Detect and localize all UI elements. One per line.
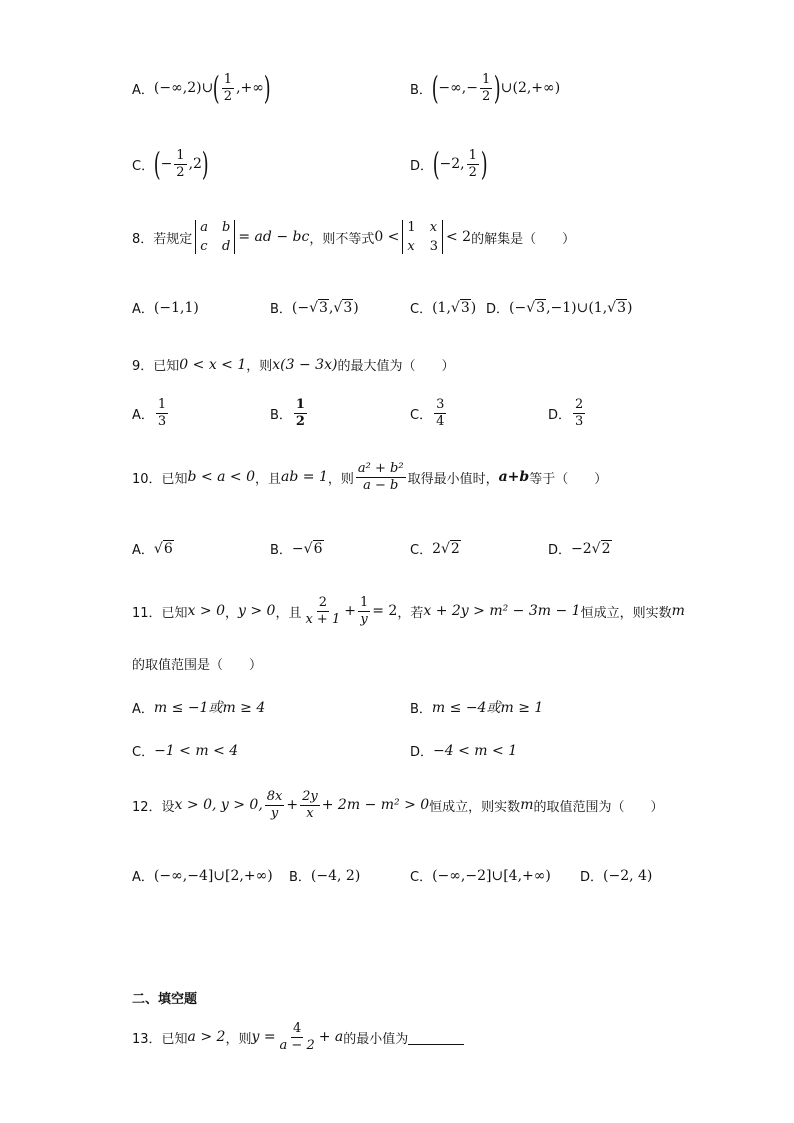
section-heading: 二、填空题: [132, 992, 198, 1007]
fraction: $\frac{1}{2}$: [481, 71, 491, 104]
sqrt: √2: [591, 540, 611, 557]
paren-left: (: [213, 69, 220, 107]
q11-stem-line2: 的取值范围是（ ）: [132, 658, 263, 673]
paren-right: ): [494, 69, 501, 107]
q12-option-c: C． (−∞,−2]∪[4,+∞): [410, 867, 551, 885]
answer-blank[interactable]: [408, 1030, 464, 1045]
fraction: $\frac{1}{2}$: [223, 71, 233, 104]
option-label: C．: [132, 158, 155, 174]
q11-option-d: D． −4 < m < 1: [410, 742, 518, 760]
sqrt: √3: [607, 299, 627, 316]
fraction: $\frac{1}{y}$: [359, 595, 369, 627]
q8-option-b: B． (− √3 , √3 ): [270, 299, 359, 317]
fraction: $\frac{8x}{y}$: [266, 789, 283, 821]
fraction: $\frac{4}{a - 2}$: [279, 1021, 315, 1053]
q7-option-a: A． (−∞,2)∪ ( $\frac{1}{2}$ ,+∞ ): [132, 69, 271, 107]
q12-option-b: B． (−4, 2): [289, 867, 361, 885]
q10-option-a: A． √6: [132, 540, 173, 558]
q10-option-b: B． − √6: [270, 540, 323, 558]
paren-left: (: [432, 145, 440, 183]
q10-option-c: C． 2 √2: [410, 540, 460, 558]
q10-option-d: D． −2 √2: [548, 540, 611, 558]
paren-left: (: [431, 69, 439, 107]
sqrt: √3: [526, 299, 546, 316]
q11-option-b: B． m ≤ −4或m ≥ 1: [410, 700, 544, 717]
option-text: (−∞,2)∪: [153, 80, 214, 96]
q12-option-a: A． (−∞,−4]∪[2,+∞): [132, 867, 273, 885]
paren-right: ): [480, 145, 488, 183]
fraction: $\frac{1}{3}$: [157, 397, 167, 429]
fraction: $\frac{2}{3}$: [575, 397, 584, 429]
option-label: D．: [410, 158, 434, 174]
q9-option-c: C． $\frac{3}{4}$: [410, 397, 445, 429]
fraction: $\frac{1}{2}$: [176, 147, 185, 180]
sqrt: √3: [333, 299, 353, 316]
q11-stem: 11．已知 x > 0 ， y > 0 ，且 $\frac{2}{x + 1}$ + $\frac{1}{y}$ = 2 ，若 x + 2y > m² − 3m − 1 恒成立，则实数 m: [132, 595, 685, 627]
q11-option-c: C． −1 < m < 4: [132, 742, 239, 760]
q9-option-b: B． $\frac{1}{2}$: [270, 397, 305, 429]
option-label: A．: [132, 82, 154, 98]
q9-stem: 9．已知 0 < x < 1 ，则 x(3 − 3x) 的最大值为（ ）: [132, 356, 455, 374]
fraction: $\frac{\text{a² + b²}}{a - b}$: [357, 461, 404, 493]
paren-right: ): [263, 69, 271, 107]
q12-stem: 12．设 x > 0, y > 0, $\frac{8x}{y}$ + $\frac{2y}{x}$ + 2m − m² > 0 恒成立，则实数 m 的取值范围为（ ）: [132, 789, 664, 821]
fraction: $\frac{2y}{x}$: [302, 789, 318, 821]
paren-right: ): [201, 145, 209, 183]
q7-option-c: C． ( − $\frac{1}{2}$ ,2 ): [132, 145, 209, 183]
fraction: $\frac{1}{2}$: [295, 397, 305, 429]
q11-option-a: A． m ≤ −1或m ≥ 4: [132, 700, 266, 717]
q12-option-d: D． (−2, 4): [580, 867, 653, 885]
q9-option-d: D． $\frac{2}{3}$: [548, 397, 584, 429]
q8-option-d: D． (− √3 ,−1)∪(1, √3 ): [486, 299, 633, 317]
option-label: B．: [410, 82, 432, 98]
fraction: $\frac{3}{4}$: [436, 397, 445, 429]
q8-option-a: A． (−1,1): [132, 299, 199, 317]
fraction: $\frac{1}{2}$: [468, 147, 477, 180]
paren-left: (: [153, 145, 161, 183]
sqrt: √6: [303, 540, 323, 557]
determinant: 1 x x 3: [402, 220, 443, 254]
q7-option-d: D． ( −2, $\frac{1}{2}$ ): [410, 145, 488, 183]
sqrt: √3: [450, 299, 470, 316]
q8-option-c: C． (1, √3 ): [410, 299, 477, 317]
sqrt: √2: [441, 540, 460, 557]
q13-stem: 13．已知 a > 2 ，则 y = $\frac{4}{a - 2}$ + a 的最小值为: [132, 1022, 464, 1052]
q10-stem: 10．已知 b < a < 0 ，且 ab = 1 ，则 $\frac{\text{a² + b²}}{a - b}$ 取得最小值时， a+b 等于（ ）: [132, 461, 608, 493]
determinant: a b c d: [195, 220, 235, 254]
q7-option-b: B． ( −∞,− $\frac{1}{2}$ ) ∪(2,+∞): [410, 69, 561, 107]
q8-stem: 8．若规定 a b c d = ad − bc ，则不等式 0 < 1 x x 3 < 2 的解集是（ ）: [132, 220, 576, 254]
q9-option-a: A． $\frac{1}{3}$: [132, 397, 167, 429]
fraction: $\frac{2}{x + 1}$: [305, 595, 341, 627]
sqrt: √6: [153, 540, 173, 557]
sqrt: √3: [309, 299, 328, 316]
question-number: 8．若规定: [132, 231, 193, 247]
